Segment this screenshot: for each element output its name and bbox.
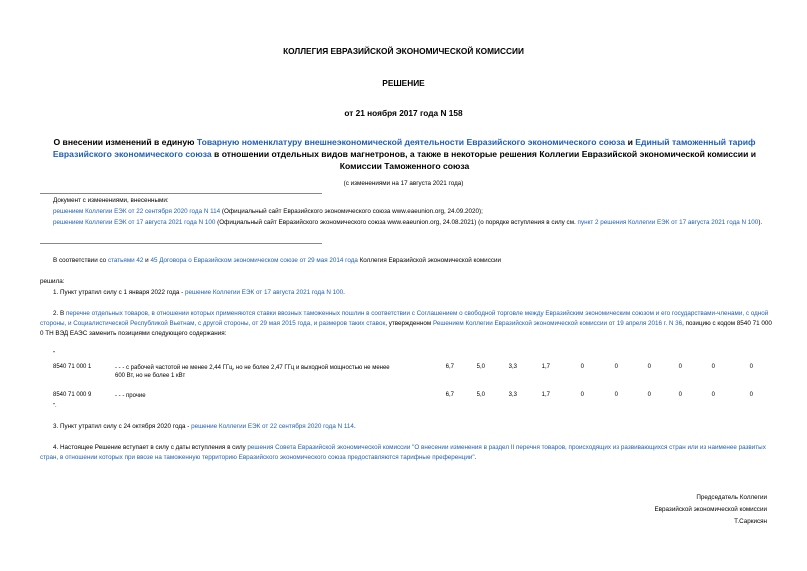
row-description: - - - прочие xyxy=(115,393,146,399)
vietnam-list-link[interactable]: перечне отдельных товаров, в отношении которых применяются ставки ввозных таможенных пошлин в соответствии с Соглашением о свободной торговле между Евразийским экономическим союзом и его государствами-членами, с одной стороны, и Социалистической Республикой Вьетнам, с другой стороны, от 29 мая 2015 года, и размеров таких ставок xyxy=(40,310,769,327)
signature-title-2: Евразийской экономической комиссии xyxy=(654,506,767,513)
change-link-100[interactable]: решением Коллегии ЕЭК от 17 августа 2021 года N 100 xyxy=(53,219,216,226)
rate-cell: 0 xyxy=(749,392,753,398)
paragraph-text: . xyxy=(474,454,477,461)
basis-text: Коллегия Евразийской экономической комиссии xyxy=(357,257,502,264)
repeal-link-100[interactable]: решение Коллегии ЕЭК от 17 августа 2021 года N 100 xyxy=(185,289,344,296)
rate-cell: 0 xyxy=(678,392,682,398)
rate-cell: 3,3 xyxy=(508,364,517,370)
decision-36-link[interactable]: Решением Коллегии Евразийской экономической комиссии от 19 апреля 2016 г. N 36 xyxy=(432,320,683,327)
rate-cell: 5,0 xyxy=(476,392,485,398)
title-text: и xyxy=(625,137,636,147)
paragraph-1 xyxy=(53,288,773,298)
doc-type-heading: РЕШЕНИЕ xyxy=(382,78,425,88)
rate-cell: 0 xyxy=(711,364,715,370)
rate-cell: 0 xyxy=(711,392,715,398)
decided-label: решила: xyxy=(40,278,65,285)
basis-text: и xyxy=(143,257,151,264)
paragraph-4 xyxy=(40,443,775,463)
paragraph-text: , позицию с кодом 8540 71 000 0 ТН ВЭД ЕАЭС заменить позициями следующего содержания: xyxy=(40,320,772,337)
rate-cell: 5,0 xyxy=(476,364,485,370)
paragraph-text: 2. В xyxy=(53,310,66,317)
rate-cell: 1,7 xyxy=(541,392,550,398)
signature-title-1: Председатель Коллегии xyxy=(696,494,767,501)
rate-cell: 0 xyxy=(614,364,618,370)
paragraph-2 xyxy=(40,309,775,339)
paragraph-text: , утвержденном xyxy=(385,320,433,327)
changes-intro: Документ с изменениями, внесенными: xyxy=(53,197,169,204)
rate-cell: 6,7 xyxy=(445,392,454,398)
signature-name: Т.Саркисян xyxy=(734,518,767,525)
rate-cell: 0 xyxy=(647,392,651,398)
title-text: в отношении отдельных видов магнетронов, а также в некоторые решения Коллегии Евразийской экономической комиссии и Комиссии Таможенного союза xyxy=(211,149,757,171)
change-text: (Официальный сайт Евразийского экономического союза www.eaeunion.org, 24.08.2021) (о порядке вступления в силу см. xyxy=(215,219,578,226)
rate-cell: 0 xyxy=(580,392,584,398)
paragraph-text: 3. Пункт утратил силу с 24 октября 2020 года - xyxy=(53,423,192,430)
rate-cell: 0 xyxy=(647,364,651,370)
quote-close: ". xyxy=(53,403,57,409)
paragraph-text: . xyxy=(343,289,345,296)
change-link-100-p2[interactable]: пункт 2 решения Коллегии ЕЭК от 17 августа 2021 года N 100 xyxy=(577,219,759,226)
row-code: 8540 71 000 9 xyxy=(53,392,92,398)
quote-open: " xyxy=(53,351,56,357)
rate-cell: 6,7 xyxy=(445,364,454,370)
change-text: (Официальный сайт Евразийского экономического союза www.eaeunion.org, 24.09.2020); xyxy=(220,208,483,215)
rate-cell: 0 xyxy=(580,364,584,370)
ett-link[interactable]: Единый таможенный тариф Евразийского экономического союза xyxy=(52,137,756,159)
change-link-114[interactable]: решением Коллегии ЕЭК от 22 сентября 2020 года N 114 xyxy=(53,208,221,215)
rate-cell: 0 xyxy=(614,392,618,398)
article-42-link[interactable]: статьями 42 xyxy=(107,257,144,264)
change-text: ). xyxy=(758,219,763,226)
paragraph-text: 4. Настоящее Решение вступает в силу с даты вступления в силу xyxy=(53,444,248,451)
row-code: 8540 71 000 1 xyxy=(53,364,92,370)
org-heading: КОЛЛЕГИЯ ЕВРАЗИЙСКОЙ ЭКОНОМИЧЕСКОЙ КОМИССИИ xyxy=(283,46,524,56)
treaty-link[interactable]: 45 Договора о Евразийском экономическом союзе от 29 мая 2014 года xyxy=(150,257,358,264)
rate-cell: 0 xyxy=(749,364,753,370)
divider xyxy=(40,193,322,194)
divider xyxy=(40,243,322,244)
rate-cell: 0 xyxy=(678,364,682,370)
rate-cell: 3,3 xyxy=(508,392,517,398)
changes-item-2 xyxy=(40,218,775,228)
changes-item-1 xyxy=(53,207,773,217)
tnved-link[interactable]: Товарную номенклатуру внешнеэкономической деятельности Евразийского экономического союза xyxy=(196,137,626,147)
paragraph-3 xyxy=(53,422,773,432)
title-text: О внесении изменений в единую xyxy=(53,137,197,147)
rate-cell: 1,7 xyxy=(541,364,550,370)
council-decision-link[interactable]: решения Совета Евразийской экономической комиссии "О внесении изменения в раздел II перечня товаров, происходящих из развивающихся стран или из наименее развитых стран, в отношении которых при ввозе на таможенную территорию Евразийского экономического союза предоставляются тарифные преференции" xyxy=(40,444,766,461)
repeal-link-114[interactable]: решение Коллегии ЕЭК от 22 сентября 2020 года N 114 xyxy=(191,423,354,430)
amend-note: (с изменениями на 17 августа 2021 года) xyxy=(343,180,464,187)
doc-title xyxy=(52,136,757,172)
basis-text: В соответствии со xyxy=(53,257,108,264)
row-description: - - - с рабочей частотой не менее 2,44 ГГц, но не более 2,47 ГГц и выходной мощностью не менее 600 Вт, но не более 1 кВт xyxy=(115,365,390,379)
basis-paragraph xyxy=(53,256,773,266)
doc-date: от 21 ноября 2017 года N 158 xyxy=(344,108,463,118)
paragraph-text: . xyxy=(353,423,356,430)
paragraph-text: 1. Пункт утратил силу с 1 января 2022 года - xyxy=(53,289,186,296)
